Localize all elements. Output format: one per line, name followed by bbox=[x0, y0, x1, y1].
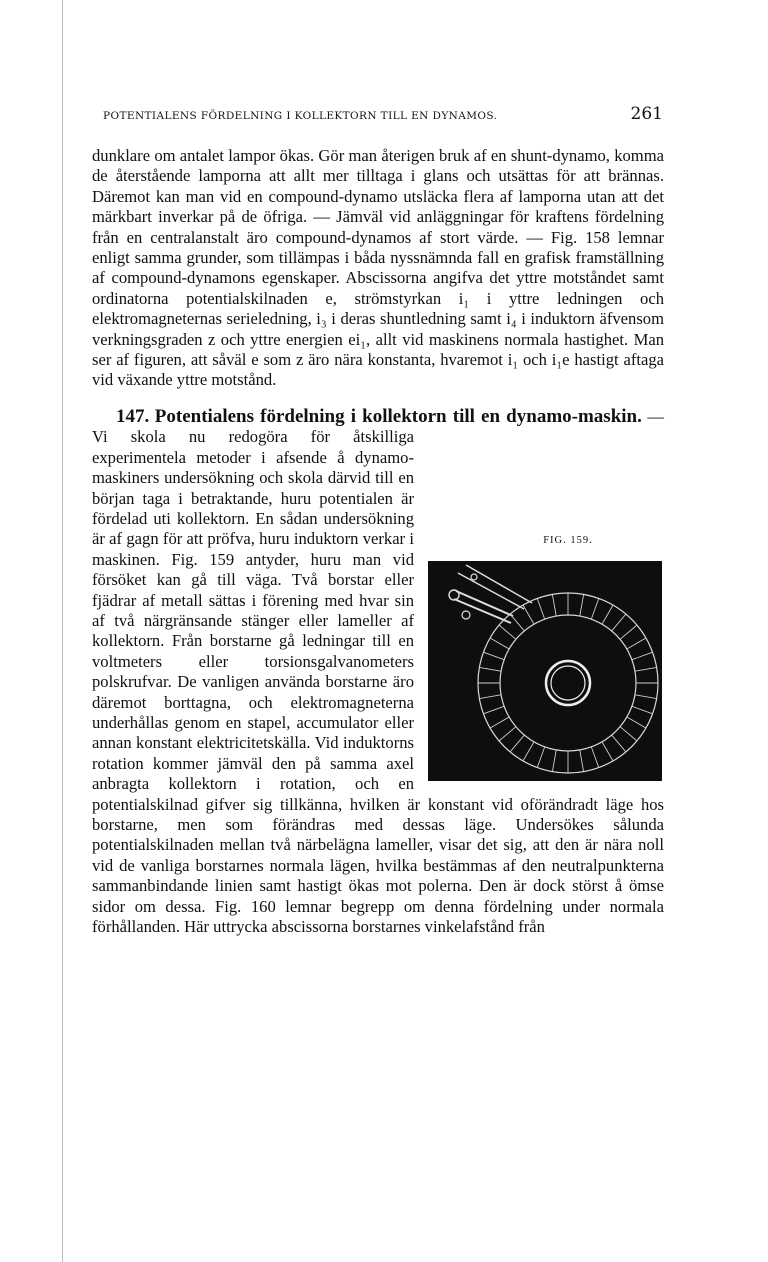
collector-diagram bbox=[428, 561, 662, 781]
figure-caption: FIG. 159. bbox=[543, 535, 593, 547]
section-text: — Vi skola nu redogöra för åtskilliga experimentela metoder i afsende å dynamo-maskiners undersökning och skola därvid till en början taga i betraktande, huru potentialen är fördelad uti kollektorn. En sådan undersökning är af gagn för att pröfva, huru induktorn verkar i maskinen. Fig. 159 antyder, huru man vid försöket kan gå till väga. Två borstar eller fjädrar af metall sättas i förening med hvar sin af två närgränsande stänger eller lameller af kollektorn. Från borstarne gå ledningar till en voltmeters eller torsionsgalvanometers polskrufvar. De vanligen använda borstarne äro däremot borttagna, och elektromagneterna underhållas genom en stapel, accumulator eller annan konstant elektricitetskälla. Vid induktorns rotation kommer jämväl den på samma axel anbragta kollektorn i rotation, och en potentialskilnad gifver sig tillkänna, hvilken är konstant vid oförändradt läge hos borstarne, men som förändras med dessas läge. Undersökes sålunda potentialskilnaden mellan två närbelägna lameller, visar det sig, att den är nära noll vid de vanliga borstarnes normala lägen, hvilka bestämmas af den neutralpunkterna sammanbindande linien samt hastigt ökas mot polerna. Den är dock störst å ömse sidor om dessa. Fig. 160 lemnar begrepp om denna fördelning under normala förhållanden. Här uttrycka abscissorna borstarnes vinkelafstånd från bbox=[92, 406, 664, 937]
running-header bbox=[103, 104, 663, 124]
section-147 bbox=[92, 407, 664, 938]
section-title: Potentialens fördelning i kollektorn till en dynamo-maskin. bbox=[154, 405, 642, 427]
running-title: POTENTIALENS FÖRDELNING I KOLLEKTORN TILL EN DYNAMOS. bbox=[103, 110, 498, 122]
page-body bbox=[92, 146, 664, 937]
section-number: 147. bbox=[116, 405, 150, 427]
page-number: 261 bbox=[630, 104, 663, 124]
paragraph-continued: dunklare om antalet lampor ökas. Gör man återigen bruk af en shunt-dynamo, komma de återstående lamporna att allt mer tilltaga i glans och utsättas för att brännas. Däremot kan man vid en compound-dynamo utsläcka flera af lamporna utan att det märkbart inverkar på de öfriga. — Jämväl vid anläggningar för kraftens fördelning från en centralanstalt äro compound-dynamos af stort värde. — Fig. 158 lemnar enligt samma grunder, som tillämpas i båda nyssnämnda fall en grafisk framställning af compound-dynamons egenskaper. Abscissorna angifva det yttre motståndet samt ordinatorna potentialskilnaden e, strömstyrkan i₁ i yttre ledningen och elektromagneternas serieledning, i₃ i deras shuntledning samt i₄ i induktorn äfvensom verkningsgraden z och yttre energien ei₁, allt vid maskinens normala hastighet. Man ser af figuren, att såväl e som z äro nära konstanta, hvaremot i₁ och i₁e hastigt aftaga vid växande yttre motstånd. bbox=[92, 146, 664, 390]
figure-159-box bbox=[428, 531, 664, 780]
